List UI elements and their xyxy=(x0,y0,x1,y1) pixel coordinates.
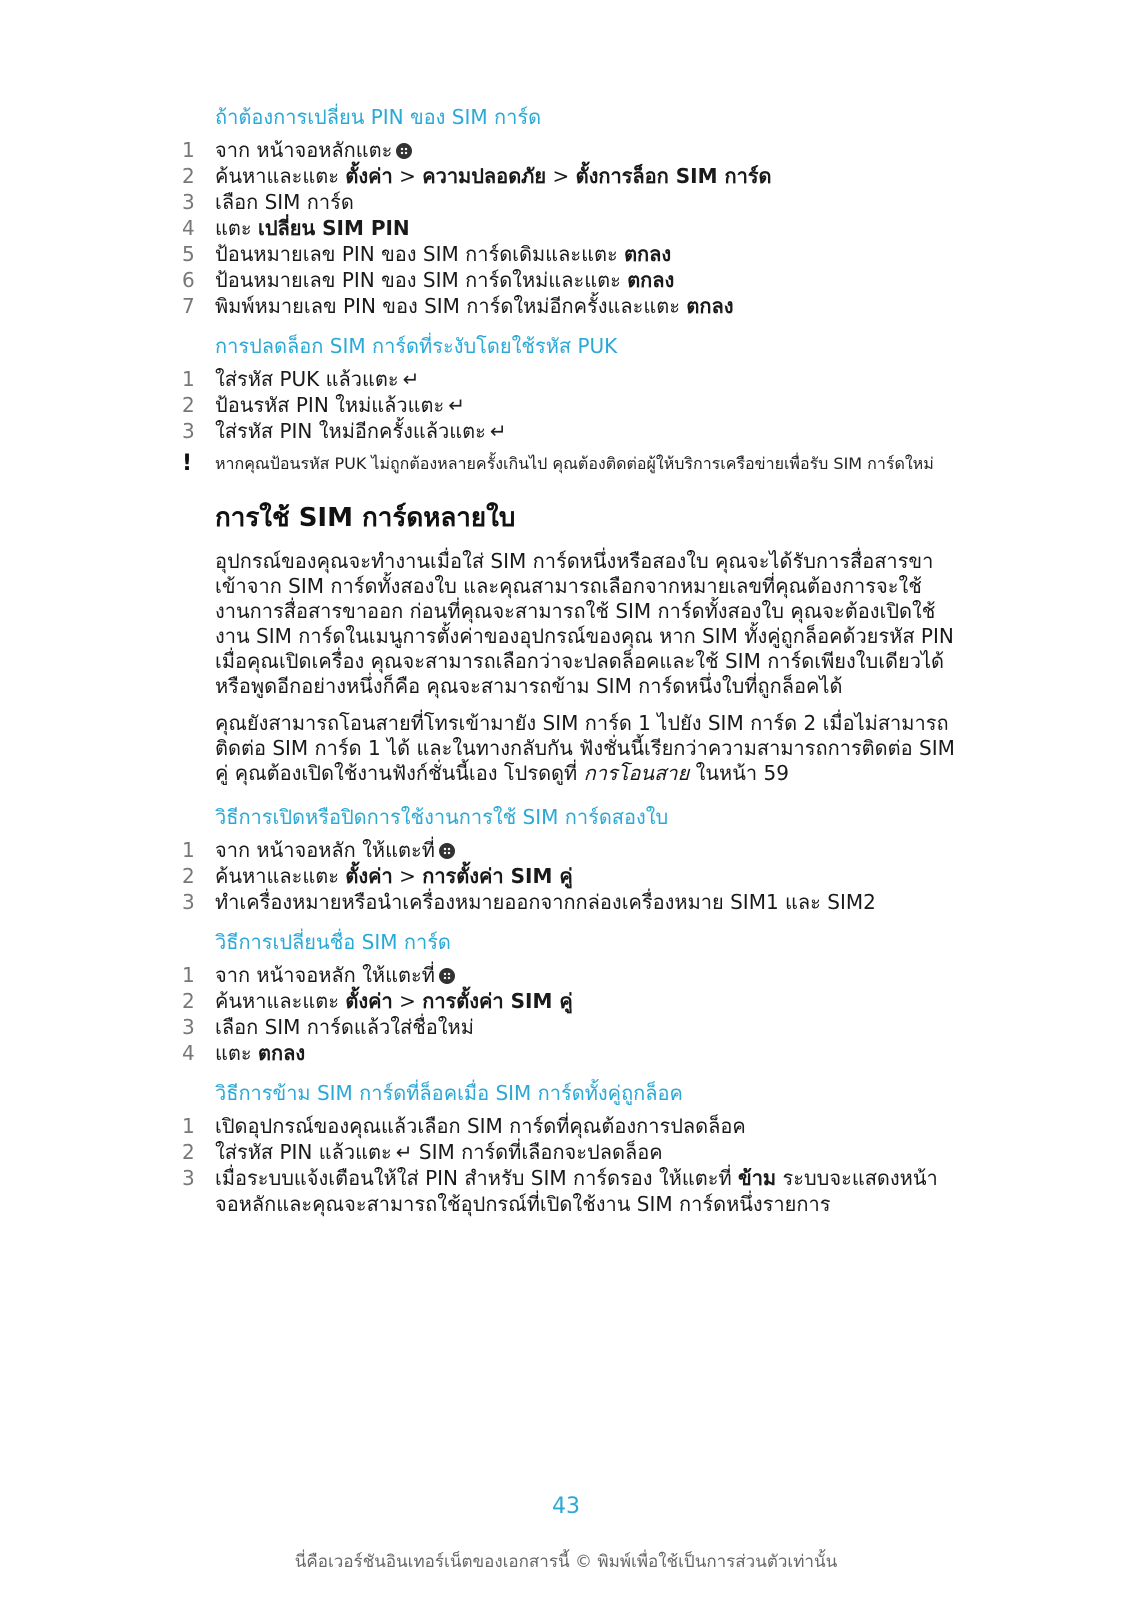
step: 3 เลือก SIM การ์ดแล้วใส่ชื่อใหม่ xyxy=(182,1015,474,1039)
steps-toggle-dual xyxy=(182,837,955,915)
step: 2 ป้อนรหัส PIN ใหม่แล้วแตะ ↵ xyxy=(182,393,466,417)
step: 2 ค้นหาและแตะ ตั้งค่า > การตั้งค่า SIM คู่ xyxy=(182,989,573,1013)
link-call-forwarding[interactable]: การโอนสาย xyxy=(583,761,690,785)
paragraph: คุณยังสามารถโอนสายที่โทรเข้ามายัง SIM การ์ด 1 ไปยัง SIM การ์ด 2 เมื่อไม่สามารถติดต่อ SIM การ์ด 1 ได้ และในทางกลับกัน ฟังชั่นนี้เรียกว่าความสามารถการติดต่อ SIM คู่ คุณต้องเปิดใช้งานฟังก์ชั่นนี้เอง โปรดดูที่ การโอนสาย ในหน้า 59 xyxy=(215,711,955,785)
enter-icon: ↵ xyxy=(402,367,420,391)
paragraph: อุปกรณ์ของคุณจะทำงานเมื่อใส่ SIM การ์ดหนึ่งหรือสองใบ คุณจะได้รับการสื่อสารขาเข้าจาก SIM การ์ดทั้งสองใบ และคุณสามารถเลือกจากหมายเลขที่คุณต้องการจะใช้งานการสื่อสารขาออก ก่อนที่คุณจะสามารถใช้ SIM การ์ดทั้งสองใบ คุณจะต้องเปิดใช้งาน SIM การ์ดในเมนูการตั้งค่าของอุปกรณ์ของคุณ หาก SIM ทั้งคู่ถูกล็อคด้วยรหัส PIN เมื่อคุณเปิดเครื่อง คุณจะสามารถเลือกว่าจะปลดล็อคและใช้ SIM การ์ดเพียงใบเดียวได้ หรือพูดอีกอย่างหนึ่งก็คือ คุณจะสามารถข้าม SIM การ์ดหนึ่งใบที่ถูกล็อคได้ xyxy=(215,549,954,698)
step: 2 ค้นหาและแตะ ตั้งค่า > ความปลอดภัย > ตั้งการล็อก SIM การ์ด xyxy=(182,164,772,188)
step: 3 ทำเครื่องหมายหรือนำเครื่องหมายออกจากกล่องเครื่องหมาย SIM1 และ SIM2 xyxy=(182,890,876,914)
step: 3 ใส่รหัส PIN ใหม่อีกครั้งแล้วแตะ ↵ xyxy=(182,419,507,443)
heading-rename: วิธีการเปลี่ยนชื่อ SIM การ์ด xyxy=(215,930,451,954)
step: 3 เมื่อระบบแจ้งเตือนให้ใส่ PIN สำหรับ SIM การ์ดรอง ให้แตะที่ ข้าม ระบบจะแสดงหน้าจอหลักและคุณจะสามารถใช้อุปกรณ์ที่เปิดใช้งาน SIM การ์ดหนึ่งรายการ xyxy=(182,1166,938,1216)
step: 1 จาก หน้าจอหลัก ให้แตะที่ xyxy=(215,837,955,863)
section-title-multi-sim: การใช้ SIM การ์ดหลายใบ xyxy=(215,503,516,533)
footer-notice: นี่คือเวอร์ชันอินเทอร์เน็ตของเอกสารนี้ © พิมพ์เพื่อใช้เป็นการส่วนตัวเท่านั้น xyxy=(294,1552,838,1572)
steps-change-pin xyxy=(182,137,955,319)
content xyxy=(182,104,955,1231)
step: 1 จาก หน้าจอหลัก ให้แตะที่ xyxy=(215,962,955,988)
apps-grid-icon xyxy=(396,143,412,159)
apps-grid-icon xyxy=(439,968,455,984)
step: 1 เปิดอุปกรณ์ของคุณแล้วเลือก SIM การ์ดที่คุณต้องการปลดล็อค xyxy=(182,1114,746,1138)
steps-rename xyxy=(182,962,955,1066)
enter-icon: ↵ xyxy=(448,393,466,417)
warning-icon: ! xyxy=(182,451,193,476)
step: 6 ป้อนหมายเลข PIN ของ SIM การ์ดใหม่และแตะ ตกลง xyxy=(182,268,675,292)
apps-grid-icon xyxy=(439,843,455,859)
step: 4 แตะ ตกลง xyxy=(182,1041,306,1065)
heading-toggle-dual: วิธีการเปิดหรือปิดการใช้งานการใช้ SIM การ์ดสองใบ xyxy=(215,805,669,829)
heading-change-pin: ถ้าต้องการเปลี่ยน PIN ของ SIM การ์ด xyxy=(215,105,542,129)
step: 2 ค้นหาและแตะ ตั้งค่า > การตั้งค่า SIM คู่ xyxy=(182,864,573,888)
warning-note: ! หากคุณป้อนรหัส PUK ไม่ถูกต้องหลายครั้งเกินไป คุณต้องติดต่อผู้ให้บริการเครือข่ายเพื่อรับ SIM การ์ดใหม่ xyxy=(182,451,934,476)
heading-skip-locked: วิธีการข้าม SIM การ์ดที่ล็อคเมื่อ SIM การ์ดทั้งคู่ถูกล็อค xyxy=(215,1081,683,1105)
page-number: 43 xyxy=(552,1494,580,1519)
step: 5 ป้อนหมายเลข PIN ของ SIM การ์ดเดิมและแตะ ตกลง xyxy=(182,242,672,266)
step: 1 จาก หน้าจอหลักแตะ xyxy=(215,137,955,163)
steps-puk xyxy=(182,366,955,444)
step: 1 ใส่รหัส PUK แล้วแตะ ↵ xyxy=(182,367,420,391)
enter-icon: ↵ xyxy=(395,1140,413,1164)
step: 2 ใส่รหัส PIN แล้วแตะ ↵ SIM การ์ดที่เลือกจะปลดล็อค xyxy=(182,1140,663,1164)
step: 7 พิมพ์หมายเลข PIN ของ SIM การ์ดใหม่อีกครั้งและแตะ ตกลง xyxy=(182,294,734,318)
step: 3 เลือก SIM การ์ด xyxy=(182,190,354,214)
heading-puk: การปลดล็อก SIM การ์ดที่ระงับโดยใช้รหัส PUK xyxy=(215,334,618,358)
steps-skip-locked xyxy=(182,1113,955,1217)
step: 4 แตะ เปลี่ยน SIM PIN xyxy=(182,216,410,240)
enter-icon: ↵ xyxy=(489,419,507,443)
